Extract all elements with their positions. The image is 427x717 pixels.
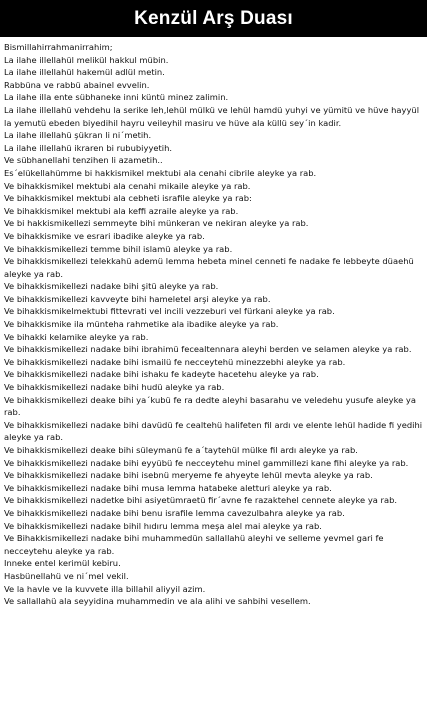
text-line: Ve bihakki kelamike aleyke ya rab.: [4, 331, 149, 342]
text-line: La ilahe illa ente sübhaneke inni küntü minez zalimin.: [4, 92, 229, 103]
text-line: Ve bihakkismikellezi nadake bihi hudü aleyke ya rab.: [4, 382, 225, 393]
text-line: Ve bihakkismikellezi nadetke bihi asiyetümraetü fir´avne fe razaktehel cennete aleyke ya rab.: [4, 495, 398, 506]
text-line: Ve sübhanellahi tenzihen li azametih..: [4, 155, 163, 166]
text-line: Ve bihakkismikellezi nadake bihi ismailü fe necceytehü minezzebhi aleyke ya rab.: [4, 356, 346, 367]
text-line: Ve bihakkismikellezi nadake bihi musa lemma hatabeke aletturi aleyke ya rab.: [4, 482, 332, 493]
text-line: Ve Bihakkismikellezi nadake bihi muhammedün sallallahü aleyhi ve selleme yevmel gari fe necceytehu aleyke ya rab.: [4, 533, 384, 556]
text-line: Ve bihakkismikellezi deake bihi süleymanü fe a´taytehül mülke fil ardı aleyke ya rab.: [4, 445, 358, 455]
text-line: Bismillahirrahmanirrahim;: [4, 42, 113, 52]
text-line: Ve bihakkismikellezi nadake bihi eyyübü fe necceytehu minel gammillezi kane fihi aleyke ya rab.: [4, 457, 409, 468]
text-line: Ve bihakkismike ve esrari ibadike aleyke ya rab.: [4, 230, 205, 241]
text-line: Ve bihakkismikellezi nadake bihi şitü aleyke ya rab.: [4, 281, 219, 292]
text-line: La ilahe illellahül melikül hakkul mübin.: [4, 54, 169, 65]
text-line: Ve bihakkismikelmektubi fittevrati vel incili vezzeburi vel fürkani aleyke ya rab.: [4, 306, 335, 317]
text-line: Ve bihakkismikellezi kavveyte bihi hameletel arşi aleyke ya rab.: [4, 293, 271, 304]
text-line: Ve la havle ve la kuvvete illa billahil aliyyil azim.: [4, 583, 206, 594]
text-line: Hasbünellahü ve ni´mel vekil.: [4, 570, 129, 581]
text-line: Ve bi hakkismikellezi semmeyte bihi münkeran ve nekiran aleyke ya rab.: [4, 218, 309, 229]
text-line: Ve bihakkismikel mektubi ala keffi azraile aleyke ya rab.: [4, 205, 239, 216]
title-banner: [0, 0, 427, 37]
text-line: Ve bihakkismikellezi nadake bihi isebnü meryeme fe ahyeyte lehül mevta aleyke ya rab.: [4, 470, 373, 481]
text-line: Ve bihakkismikellezi deake bihi ya´kubü fe ra dedte aleyhi basarahu ve veledehu yusufe aleyke ya rab.: [4, 394, 416, 418]
text-line: Ve bihakkismikel mektubi ala cenahi mikaile aleyke ya rab.: [4, 180, 251, 191]
page-title: Kenzül Arş Duası: [134, 7, 293, 29]
text-line: Ve bihakkismikellezi temme bihil islamü aleyke ya rab.: [4, 243, 233, 254]
text-line: Rabbüna ve rabbü abainel evvelin.: [4, 79, 150, 90]
text-line: Ve bihakkismikellezi telekkahü ademü lemma hebeta minel cenneti fe nadake fe lebbeyte düaehü aleyke ya rab.: [4, 256, 414, 279]
text-line: Ve sallallahü ala seyyidina muhammedin ve ala alihi ve sahbihi vesellem.: [4, 596, 311, 607]
text-line: Es´elükellahümme bi hakkismikel mektubi ala cenahi cibrile aleyke ya rab.: [4, 167, 317, 178]
text-line: Inneke entel kerimül kebiru.: [4, 558, 121, 569]
text-line: Ve bihakkismikellezi nadake bihi ibrahimü fecealtennara aleyhi berden ve selamen aleyke ya rab.: [4, 344, 412, 355]
text-line: La ilahe illellahü vehdehu la serike leh,lehül mülkü ve lehül hamdü yuhyi ve yümitü ve hüve hayyül la yemutü ebeden biyedihil hayru veileyhil masiru ve hüve ala küllü sey´in kadir.: [4, 104, 420, 128]
text-line: Ve bihakkismikellezi nadake bihi davüdü fe cealtehü halifeten fil ardı ve elente lehül hadide fi yedihi aleyke ya rab.: [4, 419, 423, 443]
text-line: Ve bihakkismikellezi nadake bihil hıdıru lemma meşa alel mai aleyke ya rab.: [4, 520, 322, 531]
text-line: Ve bihakkismike ila münteha rahmetike ala ibadike aleyke ya rab.: [4, 319, 279, 330]
prayer-text: [0, 37, 427, 608]
text-line: La ilahe illellahü şükran li ni´metih.: [4, 130, 152, 141]
text-line: La ilahe illellahü ikraren bi rububiyyetih.: [4, 142, 173, 153]
text-line: Ve bihakkismikellezi nadake bihi ishaku fe kadeyte hacetehu aleyke ya rab.: [4, 369, 319, 380]
text-line: Ve bihakkismikel mektubi ala cebheti israfile aleyke ya rab:: [4, 193, 252, 204]
text-line: Ve bihakkismikellezi nadake bihi benu israfile lemma cavezulbahra aleyke ya rab.: [4, 507, 345, 518]
text-line: La ilahe illellahül hakemül adlül metin.: [4, 67, 165, 78]
